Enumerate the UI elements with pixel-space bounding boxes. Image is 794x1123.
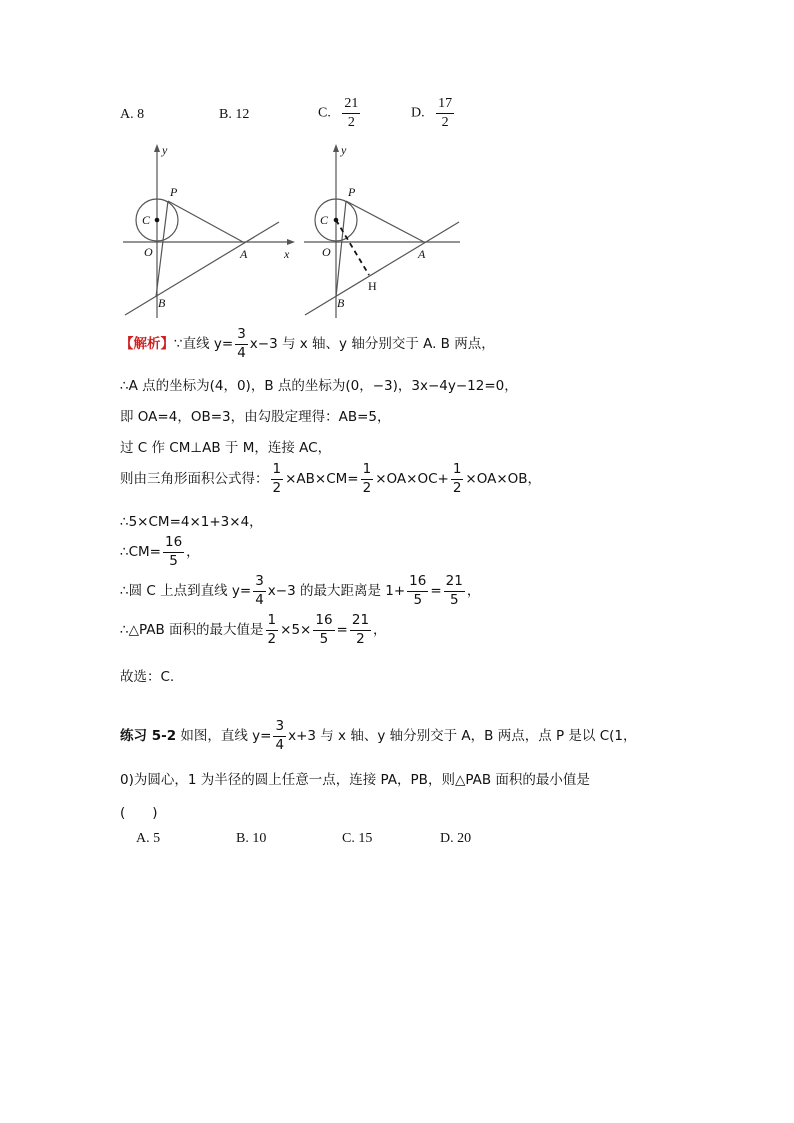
solution-line-1: 【解析】∵直线 y= $\frac{3}{4}$ x−3 与 x 轴、y 轴分别交于 A. B 两点， [120, 326, 495, 361]
fraction-1-2-d: $\frac{1}{2}$ [267, 612, 277, 647]
segment-pb-2 [336, 201, 346, 297]
exercise-option-a: A. 5 [136, 831, 161, 846]
segment-pb [156, 201, 168, 297]
label-p: P [170, 185, 178, 199]
label-b-2: B [337, 296, 345, 310]
segment-pa [168, 201, 243, 242]
solution-line-8: ∴圆 C 上点到直线 y= $\frac{3}{4}$ x−3 的最大距离是 1+ $\frac{16}{5}$ = $\frac{21}{5}$ ， [120, 573, 481, 608]
center-dot [155, 218, 160, 223]
option-d: D. $\frac{17}{2}$ [411, 96, 453, 130]
label-b: B [158, 296, 166, 310]
exercise-line-1: 练习 5-2 如图，直线 y= $\frac{3}{4}$ x+3 与 x 轴、y 轴分别交于 A，B 两点，点 P 是以 C(1， [120, 718, 637, 753]
fraction-3-4-c: $\frac{3}{4}$ [275, 718, 285, 753]
exercise-option-d: D. 20 [440, 831, 472, 846]
solution-line-2: ∴A 点的坐标为(4，0)，B 点的坐标为(0，−3)，3x−4y−12=0， [120, 378, 518, 394]
exercise-line-2: 0)为圆心，1 为半径的圆上任意一点，连接 PA，PB，则△PAB 面积的最小值是 [120, 772, 590, 788]
y-axis-arrow-2 [333, 144, 339, 152]
figure-left [118, 140, 303, 320]
option-c: C. $\frac{21}{2}$ [318, 96, 359, 130]
solution-line-9: ∴△PAB 面积的最大值是 $\frac{1}{2}$ ×5× $\frac{16}{5}$ = $\frac{21}{2}$ ， [120, 612, 387, 647]
solution-line-5: 则由三角形面积公式得： $\frac{1}{2}$ ×AB×CM= $\frac{1}{2}$ ×OA×OC+ $\frac{1}{2}$ ×OA×OB， [120, 461, 542, 496]
solution-line-6: ∴5×CM=4×1+3×4， [120, 514, 263, 530]
label-a-2: A [418, 247, 426, 261]
label-x: x [284, 247, 290, 261]
fraction-21-5: $\frac{21}{5}$ [445, 573, 463, 608]
y-axis-arrow [154, 144, 160, 152]
fraction-16-5-c: $\frac{16}{5}$ [315, 612, 333, 647]
label-y-2: y [341, 143, 347, 157]
segment-pa-2 [346, 201, 424, 242]
figure-right [300, 140, 465, 320]
fraction-1-2-b: $\frac{1}{2}$ [362, 461, 372, 496]
option-c-fraction: $\frac{21}{2}$ [344, 96, 359, 130]
fraction-3-4: $\frac{3}{4}$ [237, 326, 246, 361]
option-b: B. 12 [219, 107, 250, 122]
label-a: A [240, 247, 248, 261]
fraction-21-2: $\frac{21}{2}$ [351, 612, 370, 647]
label-p-2: P [348, 185, 356, 199]
center-dot-2 [334, 218, 339, 223]
solution-line-4: 过 C 作 CM⊥AB 于 M，连接 AC， [120, 440, 332, 456]
option-a: A. 8 [120, 107, 145, 122]
label-o: O [144, 245, 153, 259]
option-d-fraction: $\frac{17}{2}$ [438, 96, 453, 130]
x-axis-arrow [287, 239, 295, 245]
label-o-2: O [322, 245, 331, 259]
fraction-1-2-a: $\frac{1}{2}$ [272, 461, 282, 496]
exercise-option-b: B. 10 [236, 831, 267, 846]
line-ab-2 [305, 222, 459, 315]
label-c-2: C [320, 213, 329, 227]
line-ab [125, 222, 279, 315]
solution-line-10: 故选：C. [120, 669, 175, 685]
fraction-16-5: $\frac{16}{5}$ [164, 534, 183, 569]
fraction-16-5-b: $\frac{16}{5}$ [409, 573, 427, 608]
label-y: y [162, 143, 168, 157]
label-h-2: H [368, 279, 377, 293]
solution-line-7: ∴CM= $\frac{16}{5}$ ， [120, 534, 200, 569]
exercise-option-c: C. 15 [342, 831, 373, 846]
fraction-3-4-b: $\frac{3}{4}$ [255, 573, 264, 608]
exercise-line-3: ( ) [120, 805, 158, 821]
solution-line-3: 即 OA=4，OB=3，由勾股定理得：AB=5， [120, 409, 391, 425]
label-c: C [142, 213, 151, 227]
fraction-1-2-c: $\frac{1}{2}$ [452, 461, 462, 496]
